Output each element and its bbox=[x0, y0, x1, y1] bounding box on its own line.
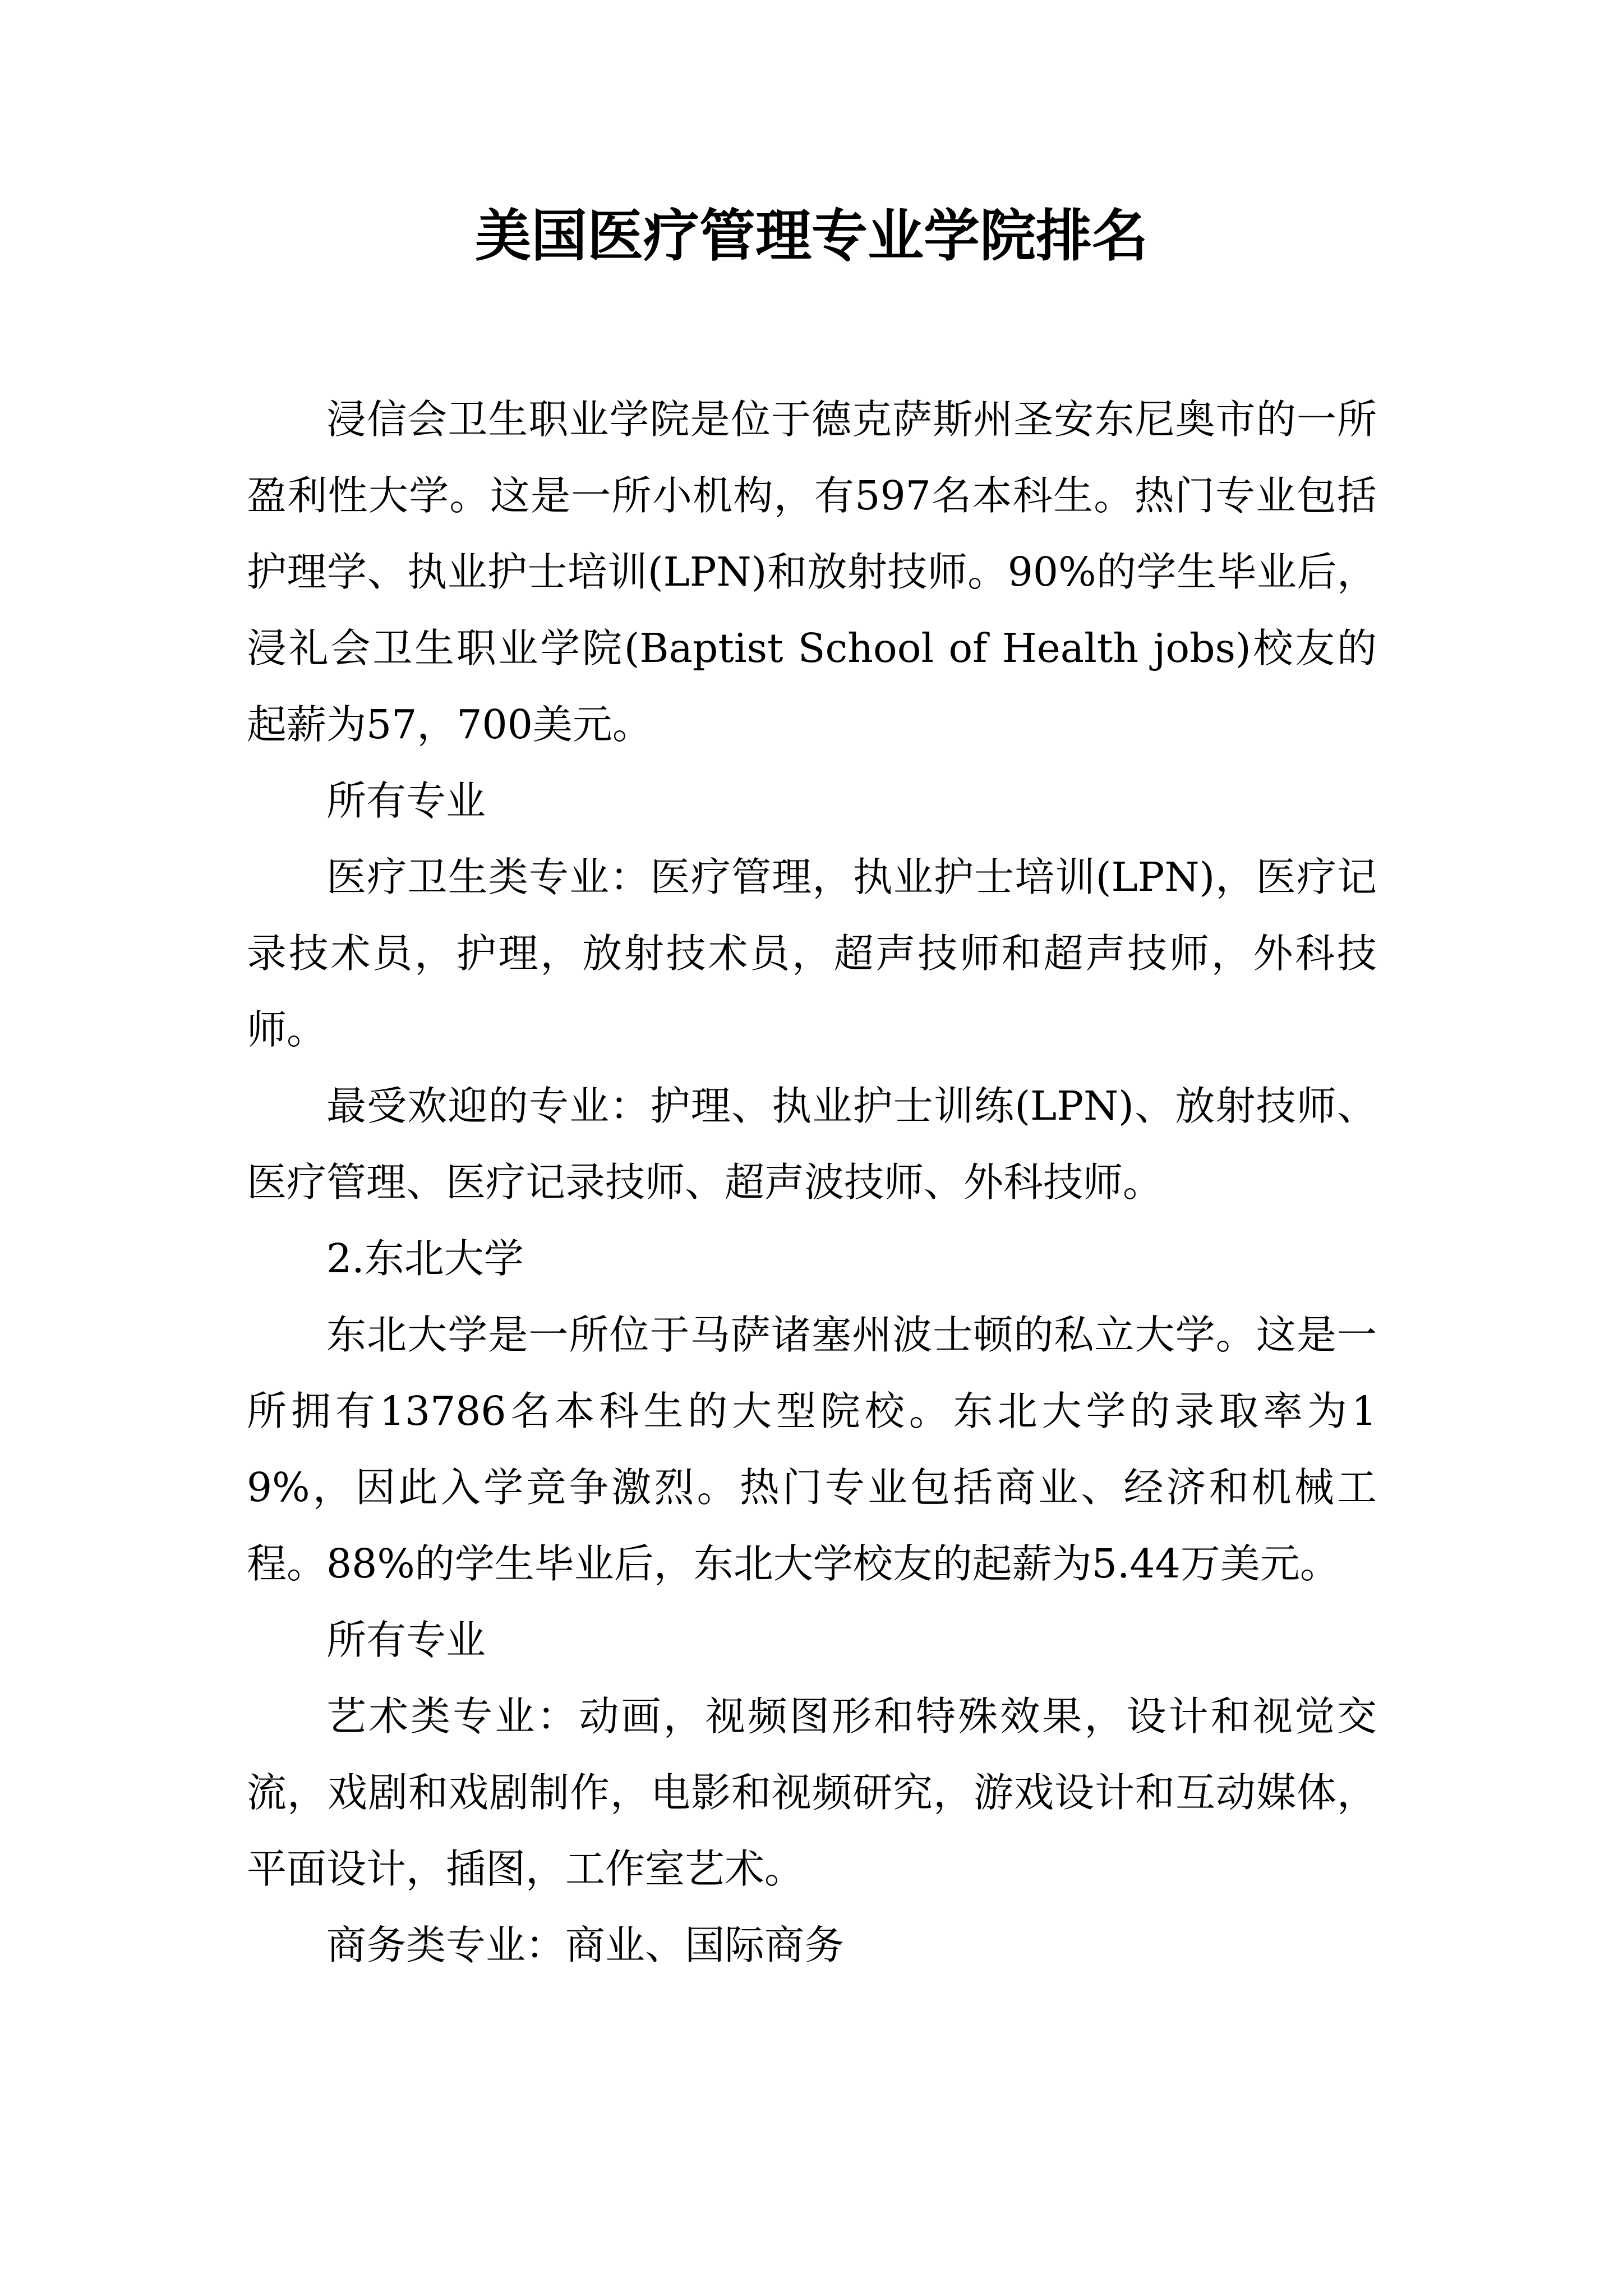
paragraph-baptist-intro: 浸信会卫生职业学院是位于德克萨斯州圣安东尼奥市的一所盈利性大学。这是一所小机构，有597名本科生。热门专业包括护理学、执业护士培训(LPN)和放射技师。90%的学生毕业后，浸礼会卫生职业学院(Baptist School of Health jobs)校友的起薪为57，700美元。 bbox=[247, 396, 1377, 748]
document-title: 美国医疗管理专业学院排名 bbox=[475, 203, 1148, 269]
paragraph-all-majors-heading-2: 所有专业 bbox=[326, 1617, 486, 1663]
paragraph-art-majors: 艺术类专业：动画，视频图形和特殊效果，设计和视觉交流，戏剧和戏剧制作，电影和视频研究，游戏设计和互动媒体，平面设计，插图，工作室艺术。 bbox=[247, 1693, 1377, 1892]
paragraph-popular-majors: 最受欢迎的专业：护理、执业护士训练(LPN)、放射技师、医疗管理、医疗记录技师、超声波技师、外科技师。 bbox=[247, 1083, 1377, 1205]
document-body bbox=[247, 381, 1377, 1984]
paragraph-business-majors: 商务类专业：商业、国际商务 bbox=[326, 1922, 845, 1968]
paragraph-medical-majors: 医疗卫生类专业：医疗管理，执业护士培训(LPN)，医疗记录技术员，护理，放射技术员，超声技师和超声技师，外科技师。 bbox=[247, 854, 1377, 1053]
section-heading-northeastern: 2.东北大学 bbox=[326, 1235, 524, 1282]
paragraph-northeastern-intro: 东北大学是一所位于马萨诸塞州波士顿的私立大学。这是一所拥有13786名本科生的大型院校。东北大学的录取率为19%，因此入学竞争激烈。热门专业包括商业、经济和机械工程。88%的学生毕业后，东北大学校友的起薪为5.44万美元。 bbox=[247, 1312, 1377, 1587]
paragraph-all-majors-heading: 所有专业 bbox=[326, 777, 486, 824]
